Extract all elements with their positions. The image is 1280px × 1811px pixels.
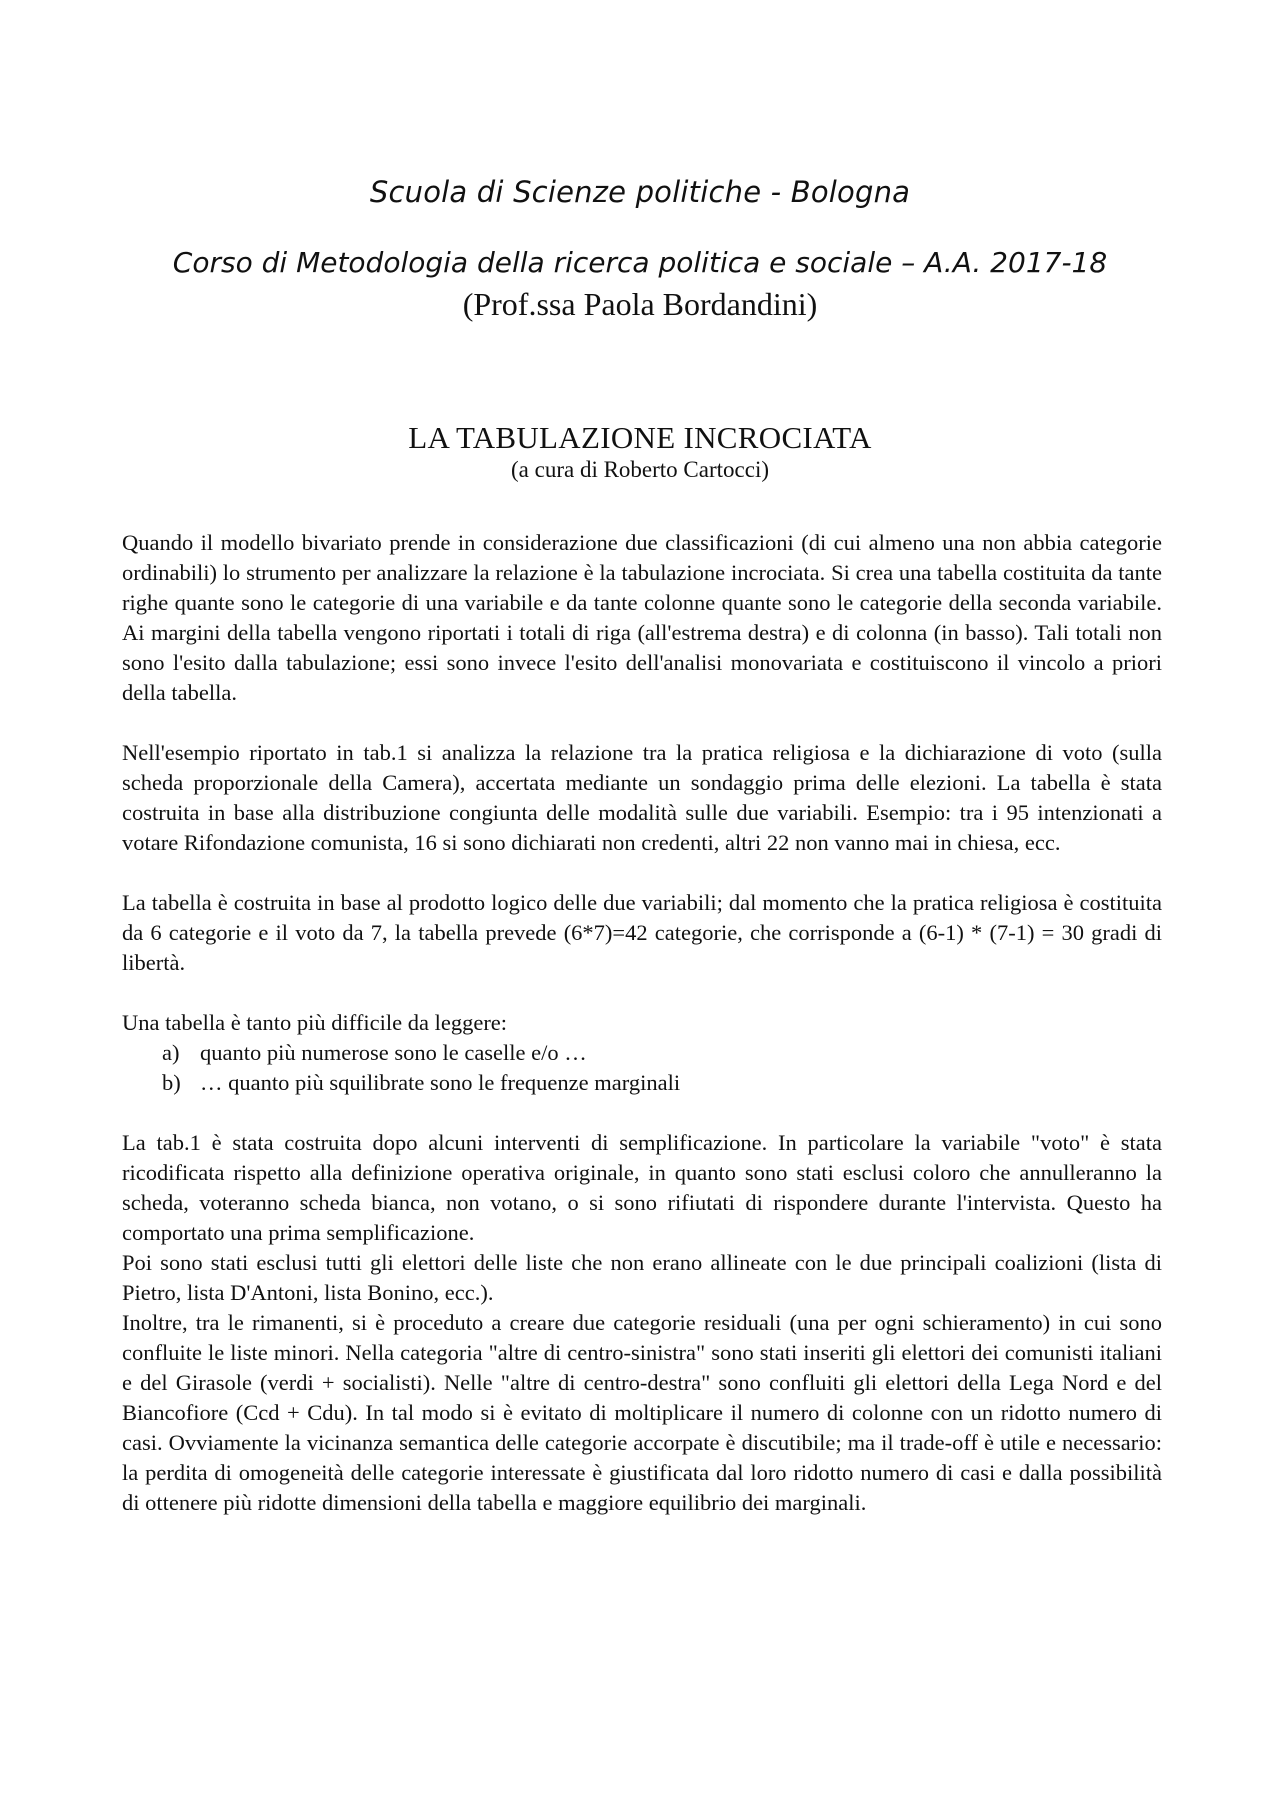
- list-item: [122, 1038, 1162, 1068]
- list-marker: a): [162, 1040, 180, 1065]
- paragraph-spacer: [122, 858, 1162, 888]
- paragraph-intro: Quando il modello bivariato prende in considerazione due classificazioni (di cui almeno una non abbia categorie ordinabili) lo strumento per analizzare la relazione è la tabulazione incrociata. Si crea una tabella costituita da tante righe quante sono le categorie di una variabile e da tante colonne quante sono le categorie della seconda variabile. Ai margini della tabella vengono riportati i totali di riga (all'estrema destra) e di colonna (in basso). Tali totali non sono l'esito dalla tabulazione; essi sono invece l'esito dell'analisi monovariata e costituiscono il vincolo a priori della tabella.: [122, 530, 1162, 705]
- document-body: [122, 528, 1162, 1518]
- paragraph-simplification: La tab.1 è stata costruita dopo alcuni interventi di semplificazione. In particolare la variabile "voto" è stata ricodificata rispetto alla definizione operativa originale, in quanto sono stati esclusi coloro che annulleranno la scheda, voteranno scheda bianca, non votano, o si sono rifiutati di rispondere durante l'intervista. Questo ha comportato una prima semplificazione.: [122, 1130, 1162, 1245]
- list-item: [122, 1068, 1162, 1098]
- paragraph-excluded-lists: Poi sono stati esclusi tutti gli elettori delle liste che non erano allineate con le due principali coalizioni (lista di Pietro, lista D'Antoni, lista Bonino, ecc.).: [122, 1250, 1162, 1305]
- title-block: [0, 420, 1280, 484]
- course-name: Corso di Metodologia della ricerca politica e sociale – A.A. 2017-18: [172, 246, 1108, 279]
- paragraph-residual-categories: Inoltre, tra le rimanenti, si è proceduto a creare due categorie residuali (una per ogni schieramento) in cui sono confluite le liste minori. Nella categoria "altre di centro-sinistra" sono stati inseriti gli elettori dei comunisti italiani e del Girasole (verdi + socialisti). Nelle "altre di centro-destra" sono confluiti gli elettori della Lega Nord e del Biancofiore (Ccd + Cdu). In tal modo si è evitato di moltiplicare il numero di colonne con un ridotto numero di casi. Ovviamente la vicinanza semantica delle categorie accorpate è discutibile; ma il trade-off è utile e necessario: la perdita di omogeneità delle categorie interessate è giustificata dal loro ridotto numero di casi e dalla possibilità di ottenere più ridotte dimensioni della tabella e maggiore equilibrio dei marginali.: [122, 1310, 1162, 1515]
- document-title: LA TABULAZIONE INCROCIATA: [408, 420, 872, 455]
- document-header: [0, 172, 1280, 325]
- paragraph-readability: Una tabella è tanto più difficile da leggere:: [122, 1010, 508, 1035]
- list-marker: b): [162, 1070, 181, 1095]
- school-name: Scuola di Scienze politiche - Bologna: [369, 175, 911, 209]
- paragraph-logical-product: La tabella è costruita in base al prodotto logico delle due variabili; dal momento che la pratica religiosa è costituita da 6 categorie e il voto da 7, la tabella prevede (6*7)=42 categorie, che corrisponde a (6-1) * (7-1) = 30 gradi di libertà.: [122, 890, 1162, 975]
- paragraph-spacer: [122, 708, 1162, 738]
- list-item-text: quanto più numerose sono le caselle e/o …: [200, 1040, 587, 1065]
- document-subtitle: (a cura di Roberto Cartocci): [511, 457, 769, 482]
- paragraph-spacer: [122, 1098, 1162, 1128]
- paragraph-spacer: [122, 978, 1162, 1008]
- paragraph-example: Nell'esempio riportato in tab.1 si analizza la relazione tra la pratica religiosa e la dichiarazione di voto (sulla scheda proporzionale della Camera), accertata mediante un sondaggio prima delle elezioni. La tabella è stata costruita in base alla distribuzione congiunta delle modalità sulle due variabili. Esempio: tra i 95 intenzionati a votare Rifondazione comunista, 16 si sono dichiarati non credenti, altri 22 non vanno mai in chiesa, ecc.: [122, 740, 1162, 855]
- readability-list: [122, 1038, 1162, 1098]
- list-item-text: … quanto più squilibrate sono le frequenze marginali: [200, 1070, 681, 1095]
- professor-name: (Prof.ssa Paola Bordandini): [462, 286, 818, 322]
